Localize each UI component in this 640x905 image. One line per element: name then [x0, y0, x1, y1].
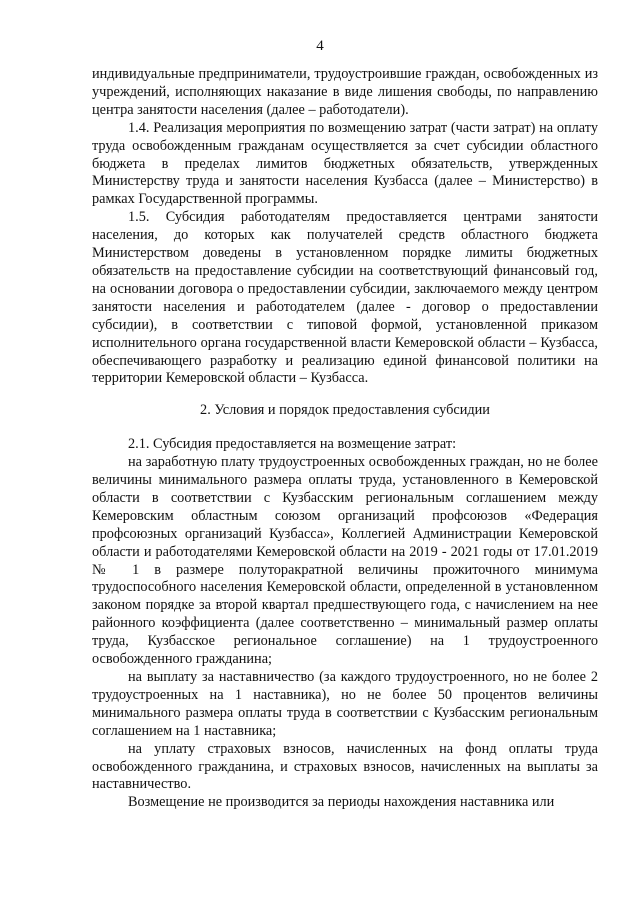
paragraph-continuation: индивидуальные предприниматели, трудоустроившие граждан, освобожденных из учреждений, исполняющих наказание в виде лишения свободы, по направлению центра занятости населения (далее – работодатели). — [92, 66, 598, 118]
paragraph-reimbursement: Возмещение не производится за периоды нахождения наставника или — [128, 794, 555, 811]
paragraph-1-5: 1.5. Субсидия работодателям предоставляется центрами занятости населения, до которых как получателей средств областного бюджета Министерством доведены в установленном порядке лимиты бюджетных обязательств на предоставление субсидии на соответствующий финансовый год, на основании договора о предоставлении субсидии, заключаемого между центром занятости населения и работодателем (далее - договор о предоставлении субсидии), в соответствии с типовой формой, установленной приказом исполнительного органа государственной власти Кемеровской области – Кузбасса, обеспечивающего разработку и реализацию единой финансовой политики на территории Кемеровской области – Кузбасса. — [92, 209, 598, 387]
paragraph-1-4: 1.4. Реализация мероприятия по возмещению затрат (части затрат) на оплату труда освобожденным гражданам осуществляется за счет субсидии областного бюджета в пределах лимитов бюджетных обязательств, утвержденных Министерству труда и занятости населения Кузбасса (далее – Министерство) в рамках Государственной программы. — [92, 119, 598, 208]
paragraph-insurance: на уплату страховых взносов, начисленных на фонд оплаты труда освобожденного гражданина, и страховых взносов, начисленных на выплаты за наставничество. — [92, 740, 598, 793]
page-number: 4 — [316, 38, 324, 54]
paragraph-mentoring: на выплату за наставничество (за каждого трудоустроенного, но не более 2 трудоустроенных на 1 наставника), но не более 50 процентов величины минимального размера оплаты труда в соответствии с Кузбасским региональным соглашением на 1 наставника; — [92, 669, 598, 739]
paragraph-wages: на заработную плату трудоустроенных освобожденных граждан, но не более величины минимального размера оплаты труда, установленного в Кемеровской области в соответствии с Кузбасским региональным соглашением между Кемеровским областным союзом организаций профсоюзов «Федерация профсоюзных организаций Кузбасса», Коллегией Администрации Кемеровской области и работодателями Кемеровской области на 2019 - 2021 годы от 17.01.2019 № 1 в размере полуторакратной величины прожиточного минимума трудоспособного населения Кемеровской области, определенной в установленном законом порядке за второй квартал предшествующего года, с начислением на нее районного коэффициента (далее соответственно – минимальный размер оплаты труда, Кузбасское региональное соглашение) на 1 трудоустроенного освобожденного гражданина; — [92, 454, 598, 668]
paragraph-2-1: 2.1. Субсидия предоставляется на возмещение затрат: — [128, 436, 457, 453]
section-heading: 2. Условия и порядок предоставления субсидии — [200, 402, 490, 419]
document-body — [92, 66, 598, 812]
